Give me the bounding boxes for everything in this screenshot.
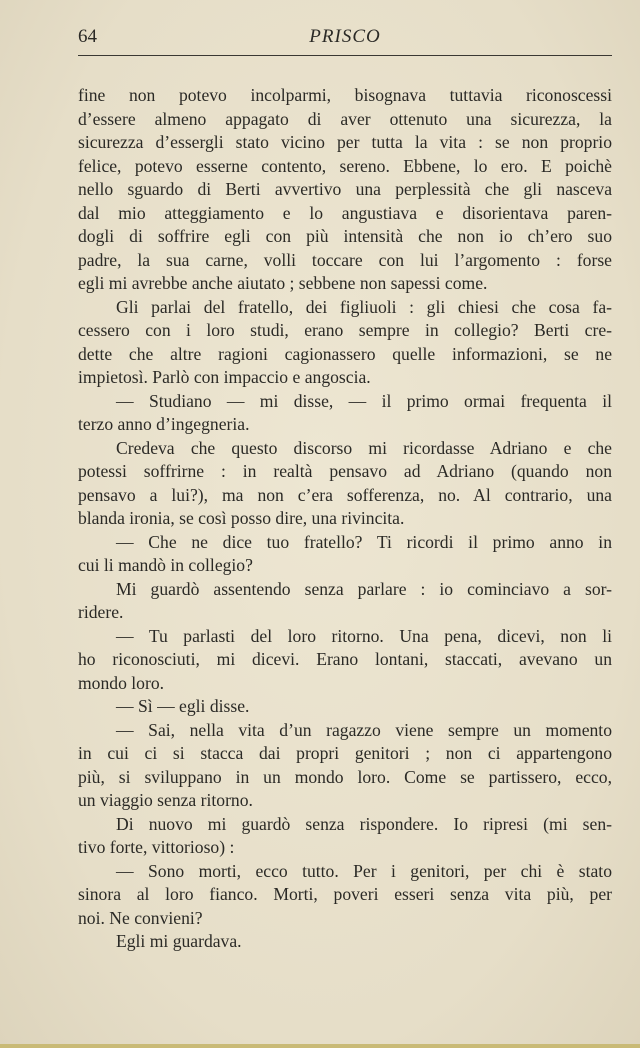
text-line: sicurezza d’essergli stato vicino per tutta la vita : se non proprio	[78, 132, 612, 152]
text-line: pensavo a lui?), ma non c’era sofferenza, no. Al contrario, una	[78, 484, 612, 505]
body-text	[78, 84, 612, 954]
text-line: — Sì — egli disse.	[116, 696, 250, 716]
text-line: sinora al loro fianco. Morti, poveri esseri senza vita più, per	[78, 884, 612, 904]
text-line: ridere.	[78, 602, 124, 622]
text-line: Di nuovo mi guardò senza rispondere. Io ripresi (mi sen-	[116, 813, 612, 834]
text-line: impietosì. Parlò con impaccio e angoscia.	[78, 367, 371, 387]
text-line: più, si sviluppano in un mondo loro. Come se partissero, ecco,	[78, 766, 612, 787]
running-title: PRISCO	[309, 26, 381, 47]
text-line: terzo anno d’ingegneria.	[78, 414, 250, 434]
header-rule	[78, 55, 612, 56]
text-line: — Sono morti, ecco tutto. Per i genitori, per chi è stato	[116, 860, 612, 881]
text-line: in cui ci si stacca dai propri genitori ; non ci appartengono	[78, 743, 612, 763]
page-header	[78, 24, 612, 52]
text-line: fine non potevo incolparmi, bisognava tuttavia riconoscessi	[78, 85, 612, 105]
text-line: noi. Ne convieni?	[78, 907, 203, 928]
text-line: — Tu parlasti del loro ritorno. Una pena, dicevi, non li	[116, 625, 612, 646]
text-line: Gli parlai del fratello, dei figliuoli : gli chiesi che cosa fa-	[116, 296, 612, 317]
text-line: felice, potevo esserne contento, sereno. Ebbene, lo ero. E poichè	[78, 155, 612, 176]
text-line: tivo forte, vittorioso) :	[78, 837, 235, 857]
text-line: Credeva che questo discorso mi ricordasse Adriano e che	[116, 437, 612, 458]
text-line: cessero con i loro studi, erano sempre in collegio? Berti cre-	[78, 320, 612, 340]
text-line: Egli mi guardava.	[116, 931, 242, 951]
text-line: d’essere almeno appagato di aver ottenuto una sicurezza, la	[78, 108, 612, 129]
text-line: potessi soffrirne : in realtà pensavo ad Adriano (quando non	[78, 461, 612, 481]
text-line: egli mi avrebbe anche aiutato ; sebbene non sapessi come.	[78, 273, 488, 293]
text-line: padre, la sua carne, volli toccare con lui l’argomento : forse	[78, 249, 612, 270]
text-line: un viaggio senza ritorno.	[78, 790, 253, 810]
text-line: Mi guardò assentendo senza parlare : io cominciavo a sor-	[116, 578, 612, 599]
text-line: — Che ne dice tuo fratello? Ti ricordi il primo anno in	[116, 531, 612, 552]
text-line: nello sguardo di Berti avvertivo una perplessità che gli nasceva	[78, 179, 612, 199]
text-line: dal mio atteggiamento e lo angustiava e disorientava paren-	[78, 202, 612, 223]
text-line: mondo loro.	[78, 672, 165, 693]
text-line: — Studiano — mi disse, — il primo ormai frequenta il	[116, 390, 612, 411]
text-line: ho riconosciuti, mi dicevi. Erano lontani, staccati, avevano un	[78, 649, 612, 669]
text-line: cui li mandò in collegio?	[78, 555, 253, 575]
text-line: — Sai, nella vita d’un ragazzo viene sempre un momento	[116, 719, 612, 740]
text-line: dogli di soffrire egli con più intensità che non io ch’ero suo	[78, 226, 612, 246]
page-number: 64	[78, 26, 97, 47]
page-bottom-edge	[0, 1044, 640, 1048]
text-line: blanda ironia, se così posso dire, una rivincita.	[78, 508, 405, 528]
text-line: dette che altre ragioni cagionassero quelle informazioni, se ne	[78, 343, 612, 364]
